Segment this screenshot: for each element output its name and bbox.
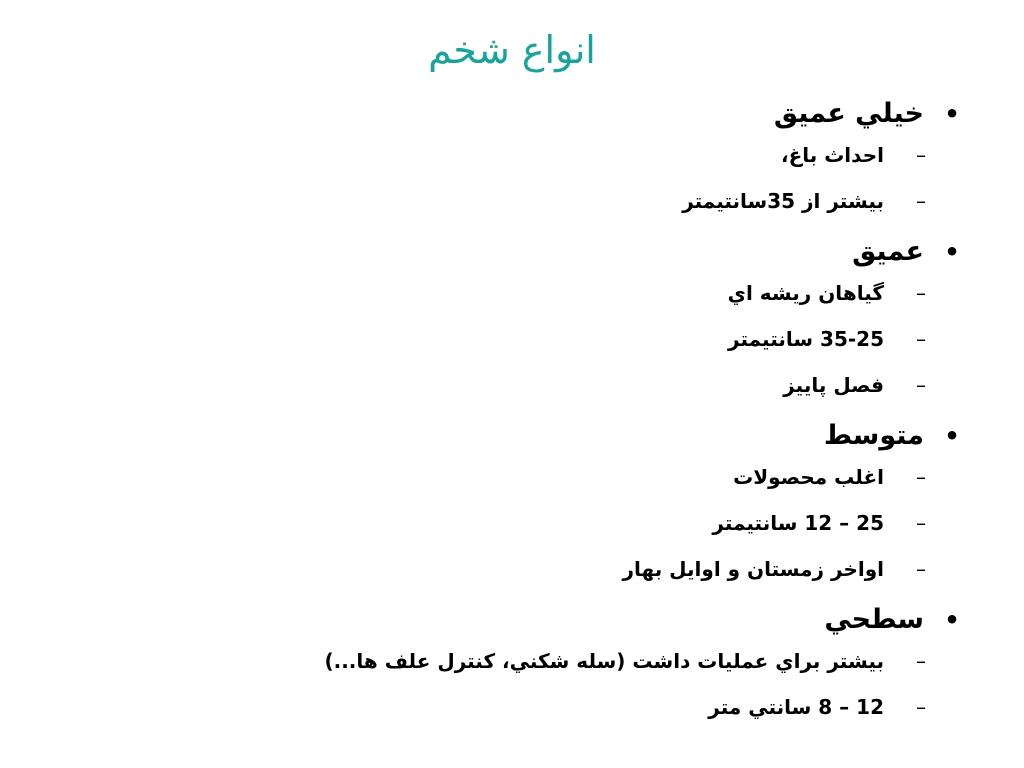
- sub-item: [264, 506, 964, 552]
- slide-content: [264, 92, 964, 736]
- sub-item: [264, 368, 964, 414]
- dash-icon: –: [916, 143, 926, 167]
- dash-icon: –: [916, 649, 926, 673]
- bullet-icon: •: [944, 100, 960, 128]
- bullet-heading-very-deep: [264, 92, 964, 138]
- sub-item-text: 35-25 سانتيمتر: [728, 327, 884, 351]
- sub-item: [264, 322, 964, 368]
- dash-icon: –: [916, 373, 926, 397]
- sub-item: [264, 138, 964, 184]
- dash-icon: –: [916, 189, 926, 213]
- sub-item-text: بيشتر از 35سانتيمتر: [682, 189, 884, 213]
- sub-item: [264, 690, 964, 736]
- sub-item-text: 25 – 12 سانتيمتر: [712, 511, 884, 535]
- dash-icon: –: [916, 465, 926, 489]
- sub-item: [264, 460, 964, 506]
- sub-item: [264, 644, 964, 690]
- bullet-heading-medium: [264, 414, 964, 460]
- heading-text: عميق: [852, 236, 924, 267]
- sub-item-text: احداث باغ،: [780, 143, 884, 167]
- sub-item: [264, 552, 964, 598]
- sub-item-text: گياهان ريشه اي: [727, 281, 884, 305]
- bullet-heading-deep: [264, 230, 964, 276]
- sub-item: [264, 276, 964, 322]
- sub-item-text: اغلب محصولات: [733, 465, 884, 489]
- dash-icon: –: [916, 557, 926, 581]
- sub-item-text: بيشتر براي عمليات داشت (سله شكني، كنترل علف ها...): [324, 649, 884, 673]
- bullet-icon: •: [944, 606, 960, 634]
- sub-item-text: فصل پاييز: [783, 373, 884, 397]
- sub-item: [264, 184, 964, 230]
- heading-text: خيلي عميق: [773, 98, 924, 129]
- dash-icon: –: [916, 695, 926, 719]
- bullet-heading-surface: [264, 598, 964, 644]
- slide-title: انواع شخم: [428, 28, 596, 72]
- sub-item-text: 12 – 8 سانتي متر: [708, 695, 884, 719]
- bullet-icon: •: [944, 422, 960, 450]
- heading-text: سطحي: [824, 604, 924, 635]
- dash-icon: –: [916, 281, 926, 305]
- dash-icon: –: [916, 327, 926, 351]
- heading-text: متوسط: [823, 420, 924, 451]
- sub-item-text: اواخر زمستان و اوايل بهار: [622, 557, 884, 581]
- dash-icon: –: [916, 511, 926, 535]
- bullet-icon: •: [944, 238, 960, 266]
